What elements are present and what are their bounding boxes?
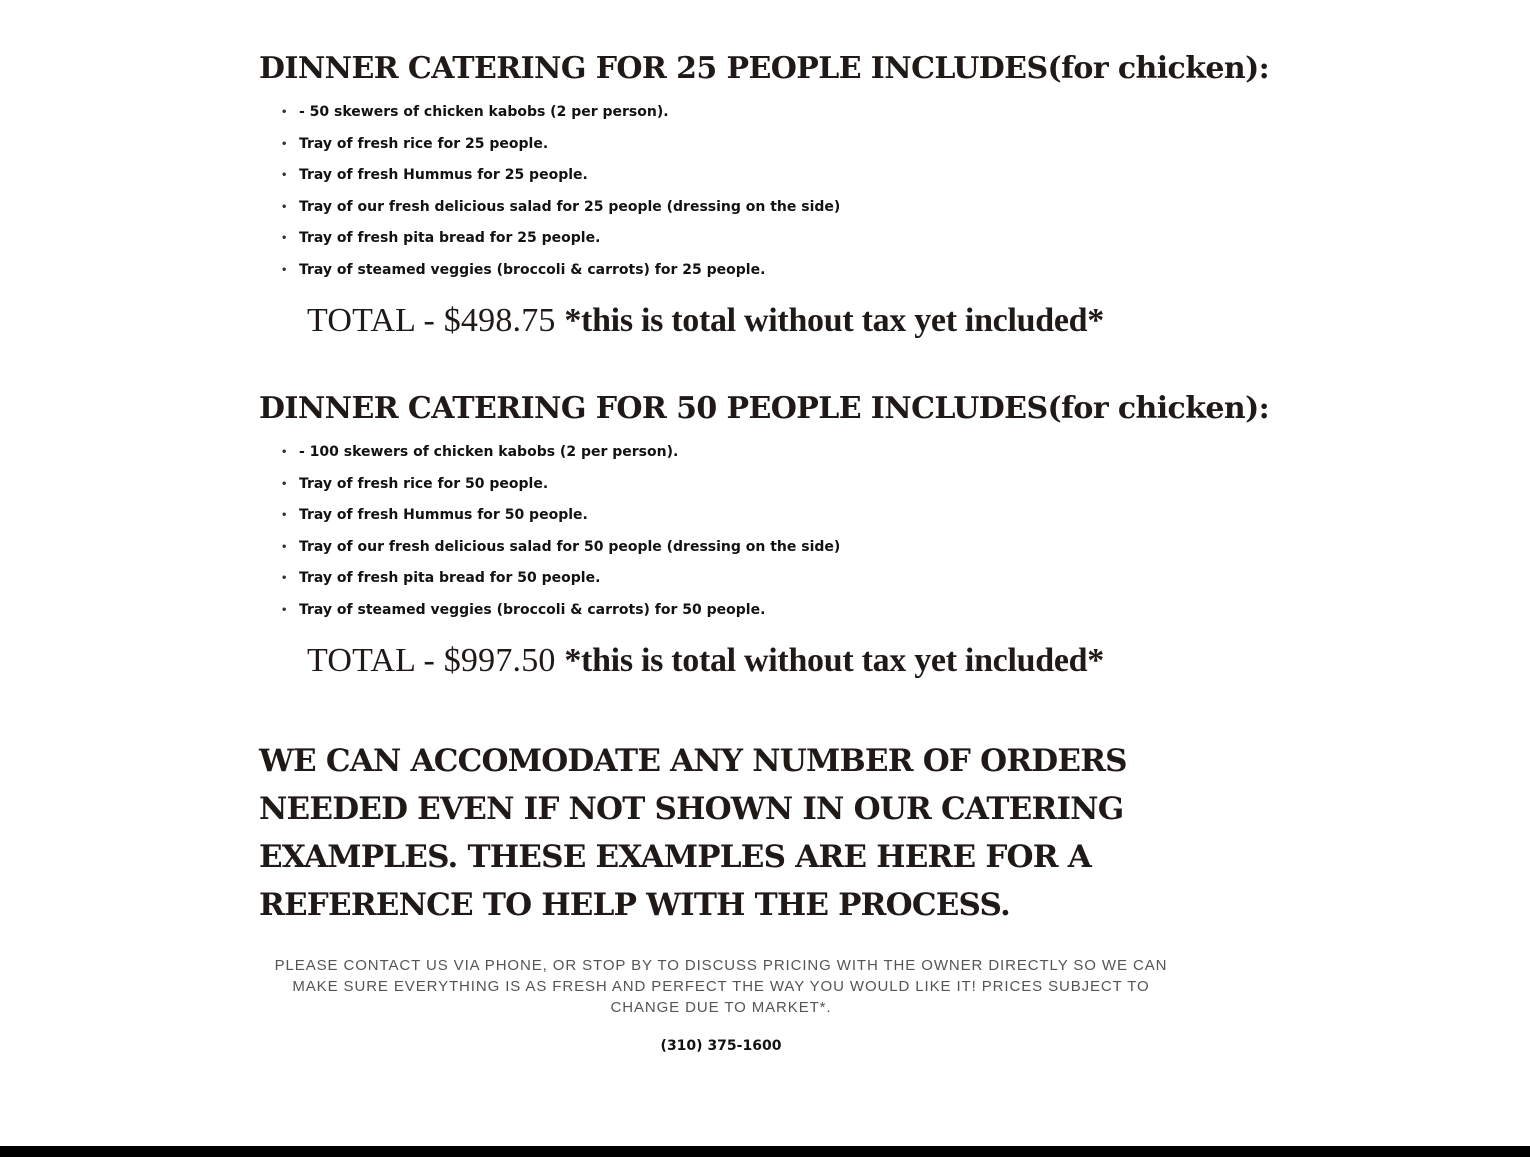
list-item: • Tray of our fresh delicious salad for 50 people (dressing on the side) — [287, 532, 1183, 564]
list-item: • Tray of steamed veggies (broccoli & carrots) for 50 people. — [287, 595, 1183, 627]
bullet-icon: • — [281, 604, 288, 616]
catering-50-heading: DINNER CATERING FOR 50 PEOPLE INCLUDES(for chicken): — [259, 391, 1270, 426]
catering-50-section — [259, 341, 1270, 681]
total-amount: TOTAL - $997.50 — [307, 642, 565, 679]
phone-number[interactable]: (310) 375-1600 — [660, 1038, 782, 1054]
bullet-icon: • — [281, 170, 288, 181]
bullet-icon: • — [281, 264, 288, 276]
catering-25-section — [259, 0, 1270, 341]
total-amount: TOTAL - $498.75 — [307, 302, 565, 339]
list-item: • Tray of our fresh delicious salad for 25 people (dressing on the side) — [287, 192, 1183, 224]
list-item: • Tray of fresh pita bread for 25 people. — [287, 223, 1183, 255]
bullet-icon: • — [281, 478, 288, 490]
list-item: • - 100 skewers of chicken kabobs (2 per person). — [287, 437, 1183, 469]
total-note: *this is total without tax yet included* — [564, 642, 1104, 679]
catering-25-total — [259, 301, 1183, 341]
catering-50-list — [259, 437, 1183, 626]
bullet-icon: • — [281, 138, 288, 150]
page-content — [259, 0, 1270, 1056]
bullet-icon: • — [281, 541, 288, 553]
catering-25-list — [259, 97, 1183, 286]
bullet-icon: • — [281, 573, 288, 584]
list-item: • Tray of steamed veggies (broccoli & carrots) for 25 people. — [287, 255, 1183, 287]
footer-bar — [0, 1146, 1530, 1157]
list-item: • Tray of fresh rice for 50 people. — [287, 469, 1183, 501]
list-item: • Tray of fresh Hummus for 50 people. — [287, 500, 1183, 532]
list-item: • - 50 skewers of chicken kabobs (2 per person). — [287, 97, 1183, 129]
bullet-icon: • — [281, 510, 288, 521]
bullet-icon: • — [281, 233, 288, 244]
list-item: • Tray of fresh pita bread for 50 people. — [287, 563, 1183, 595]
catering-25-heading: DINNER CATERING FOR 25 PEOPLE INCLUDES(for chicken): — [259, 51, 1270, 86]
catering-50-total — [259, 641, 1183, 681]
bullet-icon: • — [281, 201, 288, 213]
accommodate-note: WE CAN ACCOMODATE ANY NUMBER OF ORDERS NEEDED EVEN IF NOT SHOWN IN OUR CATERING EXAMPLES. THESE EXAMPLES ARE HERE FOR A REFERENCE TO HELP WITH THE PROCESS. — [259, 743, 1127, 923]
list-item: • Tray of fresh rice for 25 people. — [287, 129, 1183, 161]
contact-text: PLEASE CONTACT US VIA PHONE, OR STOP BY TO DISCUSS PRICING WITH THE OWNER DIRECTLY SO WE CAN MAKE SURE EVERYTHING IS AS FRESH AND PERFECT THE WAY YOU WOULD LIKE IT! PRICES SUBJECT TO CHANGE DUE TO MARKET*. — [274, 957, 1168, 1016]
bullet-icon: • — [281, 107, 288, 118]
list-item: • Tray of fresh Hummus for 25 people. — [287, 160, 1183, 192]
total-note: *this is total without tax yet included* — [564, 302, 1104, 339]
bullet-icon: • — [281, 447, 288, 458]
